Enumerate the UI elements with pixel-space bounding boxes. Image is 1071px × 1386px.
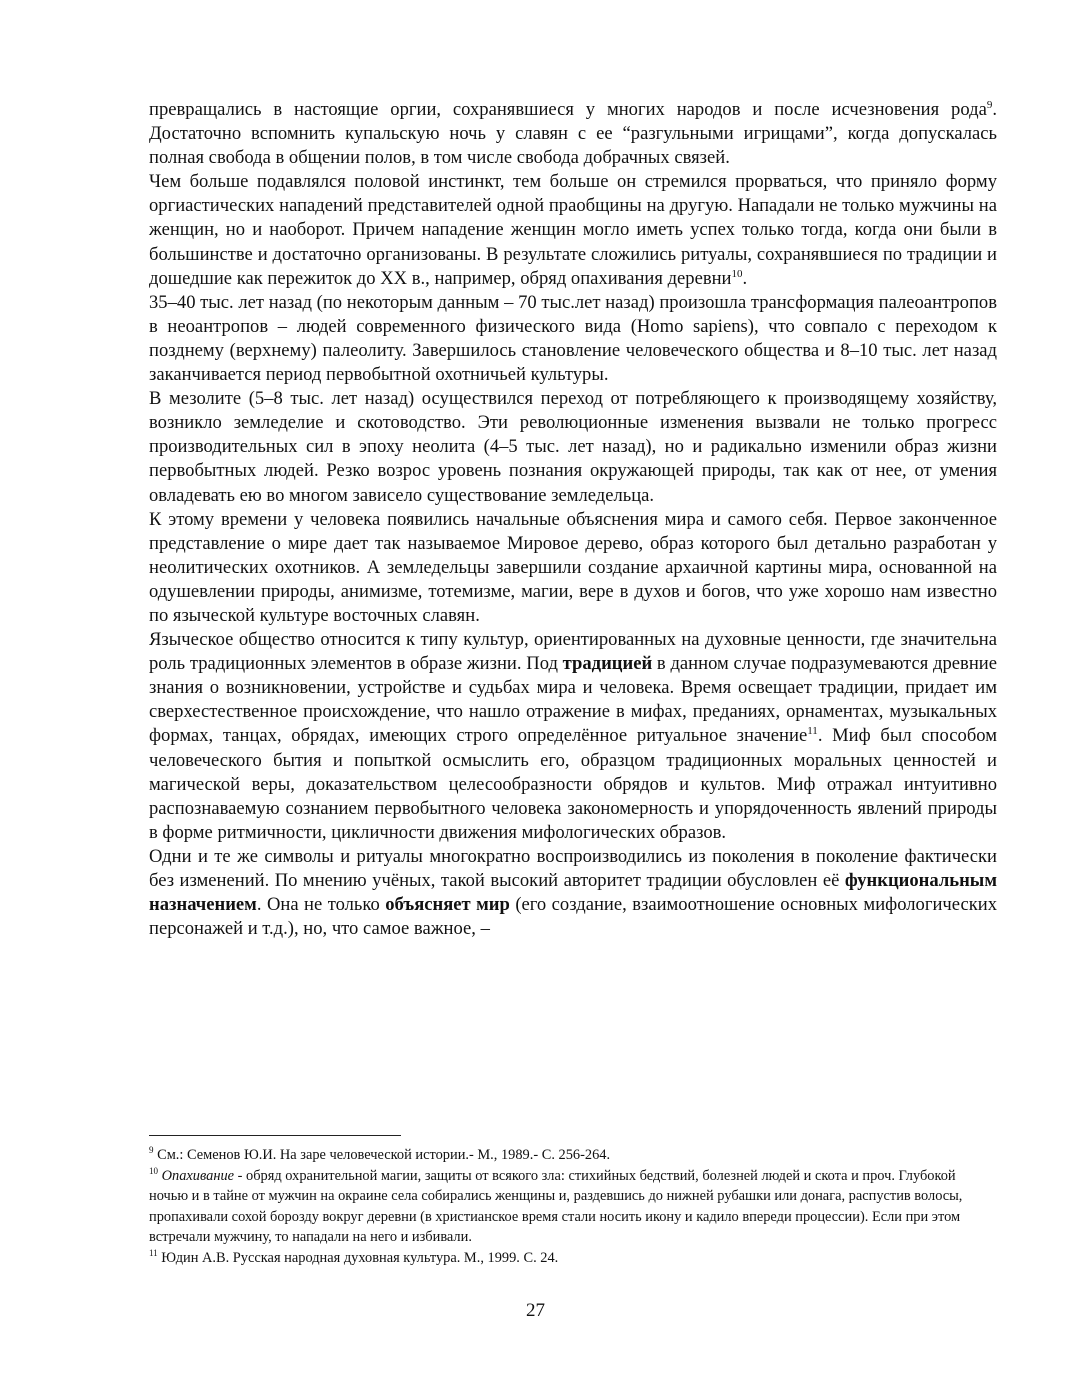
paragraph-3: 35–40 тыс. лет назад (по некоторым данным – 70 тыс.лет назад) произошла трансформация палеоантропов в неоантропов – людей современного физического вида (Homo sapiens), что совпало с переходом к позднему (верхнему) палеолиту. Завершилось становление человеческого общества и 8–10 тыс. лет назад заканчивается период первобытной охотничьей культуры. — [149, 291, 997, 386]
footnote-ref-9[interactable]: 9 — [986, 98, 993, 111]
footnotes — [149, 1145, 997, 1268]
bold-term-tradition: традицией — [562, 653, 653, 675]
footnote-10: $^{10}$ Опахивание - обряд охранительной магии, защиты от всякого зла: стихийных бедствий, болезней людей и скота и проч. Глубокой ночью и в тайне от мужчин на окраине села собирались женщины и, раздевшись до нижней рубашки или донага, распустив волосы, пропахивали сохой борозду вокруг деревни (в христианское время стали носить икону и кадило впереди процессии). Если при этом встречали мужчину, то нападали на него и избивали. — [149, 1165, 963, 1245]
footnote-9: $^9$ См.: Семенов Ю.И. На заре человеческой истории.- М., 1989.- С. 256-264. — [149, 1145, 611, 1163]
paragraph-2: Чем больше подавлялся половой инстинкт, тем больше он стремился прорваться, что приняло форму оргиастических нападений представителей одной праобщины на другую. Нападали не только мужчины на женщин, но и наоборот. Причем нападение женщин могло иметь успех только тогда, когда они были в большинстве и достаточно организованы. В результате сложились ритуалы, сохранявшиеся по традиции и дошедшие как пережиток до XX в., например, обряд опахивания деревни$^{10}$. — [149, 171, 997, 289]
footnote-ref-11[interactable]: 11 — [807, 725, 818, 738]
paragraph-1: превращались в настоящие оргии, сохранявшиеся у многих народов и после исчезновения рода$^9$. Достаточно вспомнить купальскую ночь у славян с ее “разгульными игрищами”, когда допускалась полная свобода в общении полов, в том числе свобода добрачных связей. — [149, 98, 997, 169]
footnote-11: $^{11}$ Юдин А.В. Русская народная духовная культура. М., 1999. С. 24. — [149, 1247, 559, 1266]
bold-term-function: функциональным назначением — [149, 870, 997, 916]
bold-term-explains-world: объясняет мир — [385, 894, 510, 916]
paragraph-6: Языческое общество относится к типу культур, ориентированных на духовные ценности, где значительна роль традиционных элементов в образе жизни. Под традицией в данном случае подразумеваются древние знания о возникновении, устройстве и судьбах мира и человека. Время освещает традиции, придает им сверхестественное происхождение, что нашло отражение в мифах, преданиях, орнаментах, музыкальных формах, танцах, обрядах, имеющих строго определённое ритуальное значение$^{11}$. Миф был способом человеческого бытия и попыткой осмыслить его, образцом традиционных моральных ценностей и магической веры, доказательством целесообразности обрядов и культов. Миф отражал интуитивно распознаваемую сознанием первобытного человека закономерность и упорядоченность явлений природы в форме ритмичности, цикличности движения мифологических образов. — [149, 629, 997, 843]
paragraph-7: Одни и те же символы и ритуалы многократно воспроизводились из поколения в поколение фактически без изменений. По мнению учёных, такой высокий авторитет традиции обусловлен её функциональным назначением. Она не только объясняет мир (его создание, взаимоотношение основных мифологических персонажей и т.д.), но, что самое важное, – — [149, 845, 998, 940]
main-text — [149, 98, 997, 941]
footnote-ref-10[interactable]: 10 — [731, 267, 743, 280]
page-number: 27 — [526, 1300, 545, 1321]
footnote-separator — [149, 1135, 401, 1136]
italic-term-opakhivanie: Опахивание — [161, 1167, 235, 1184]
paragraph-5: К этому времени у человека появились начальные объяснения мира и самого себя. Первое законченное представление о мире дает так называемое Мировое дерево, образ которого был детально разработан у неолитических охотников. А земледельцы завершили создание архаичной картины мира, основанной на одушевлении природы, анимизме, тотемизме, магии, вере в духов и богов, что уже хорошо нам известно по языческой культуре восточных славян. — [149, 508, 997, 626]
paragraph-4: В мезолите (5–8 тыс. лет назад) осуществился переход от потребляющего к производящему хозяйству, возникло земледелие и скотоводство. Эти революционные изменения вызвали не только прогресс производительных сил в эпоху неолита (4–5 тыс. лет назад), но и радикально изменили образ жизни первобытных людей. Резко возрос уровень познания окружающей природы, так как от нее, от умения овладевать ею во многом зависело существование земледельца. — [149, 388, 997, 506]
